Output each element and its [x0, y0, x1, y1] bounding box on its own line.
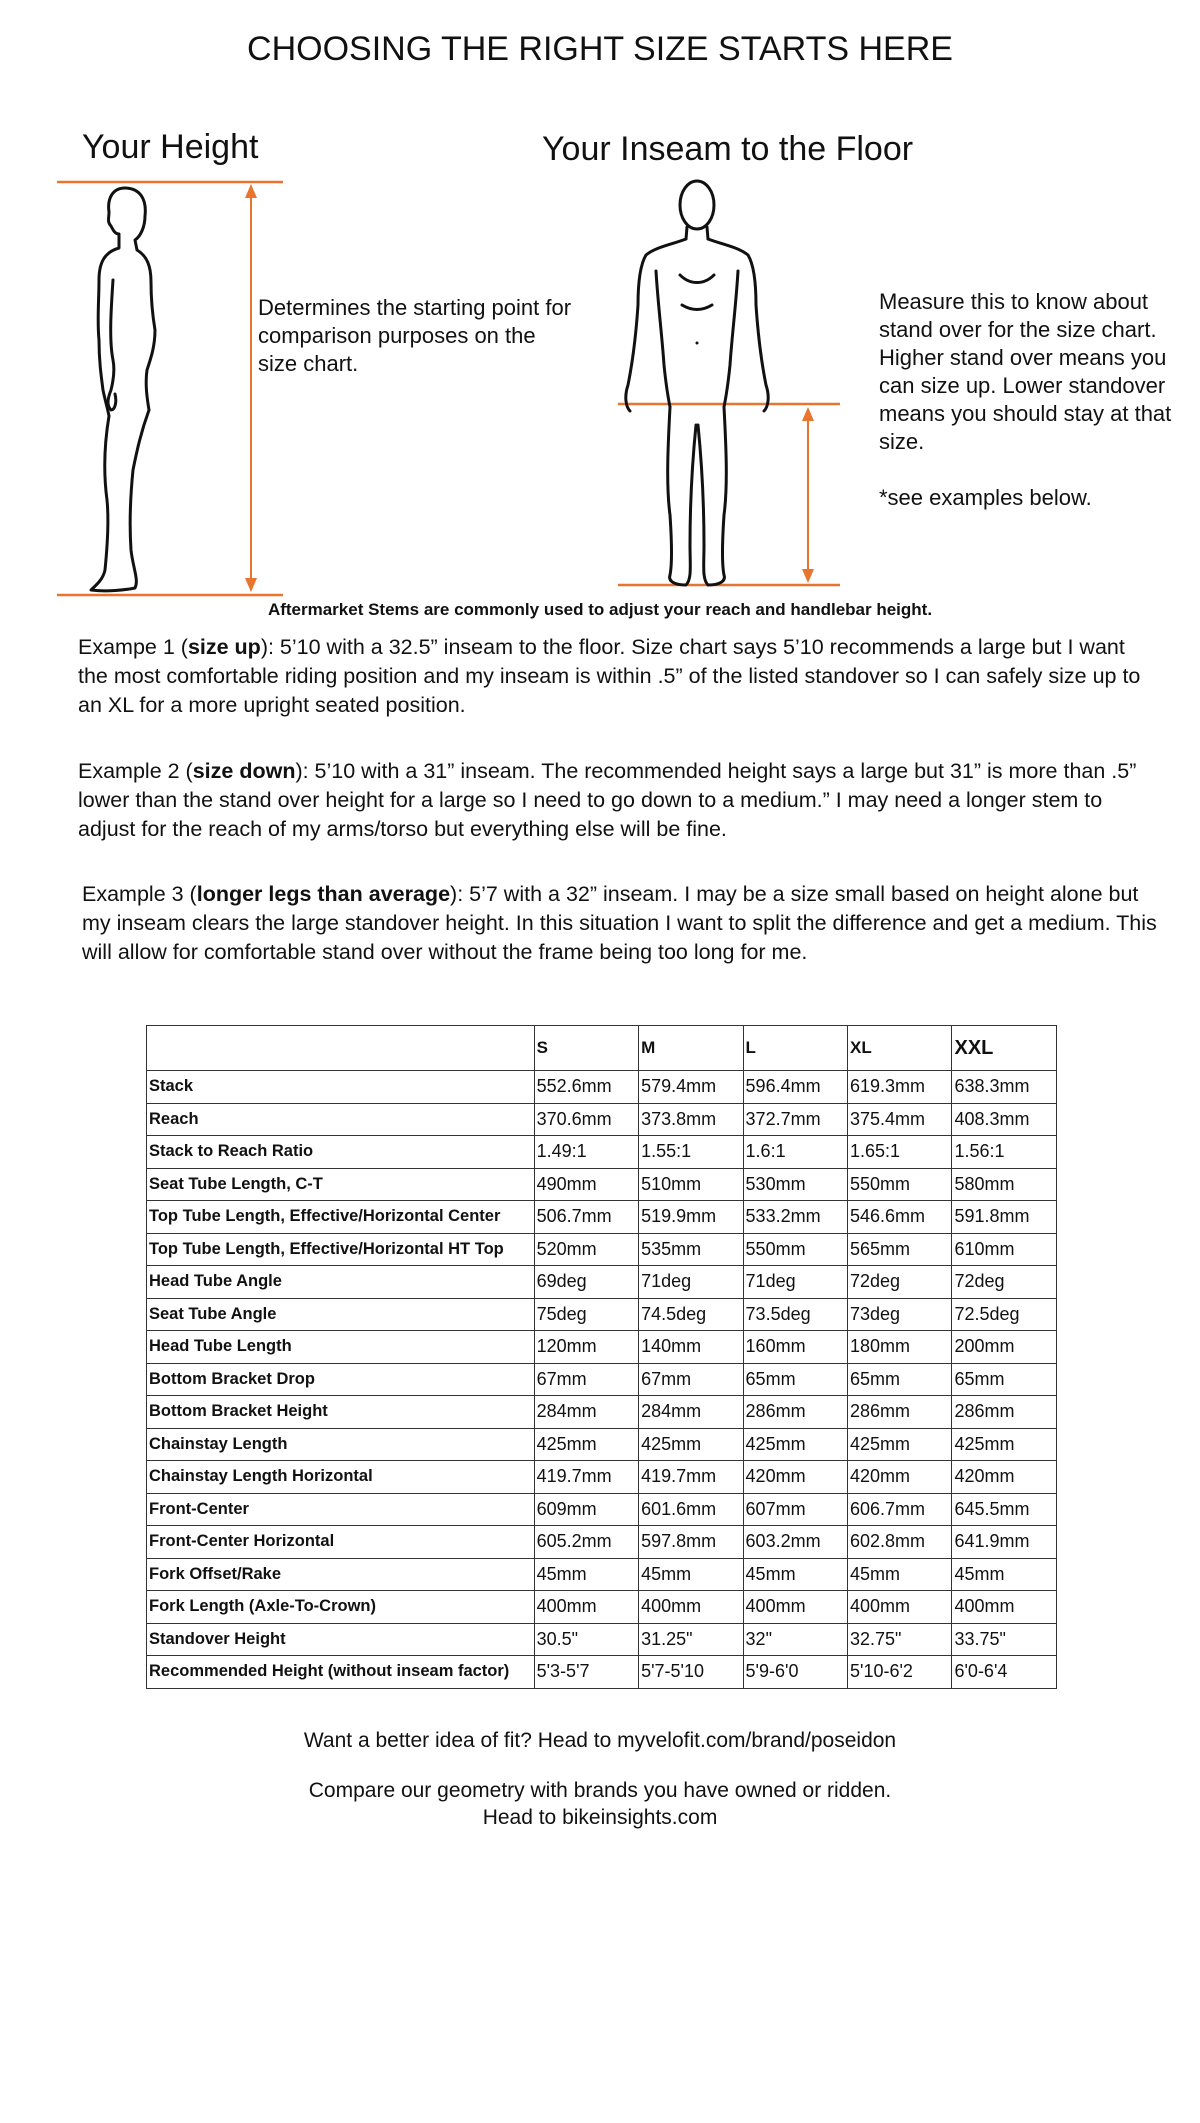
- table-row: [147, 1136, 1057, 1169]
- table-cell: 579.4mm: [639, 1071, 743, 1104]
- table-cell: 1.55:1: [639, 1136, 743, 1169]
- table-cell: 606.7mm: [848, 1493, 952, 1526]
- table-cell: 419.7mm: [534, 1461, 638, 1494]
- height-diagram: [55, 170, 295, 605]
- table-cell: 420mm: [848, 1461, 952, 1494]
- page-title: CHOOSING THE RIGHT SIZE STARTS HERE: [247, 30, 953, 68]
- row-label: Chainstay Length Horizontal: [147, 1461, 535, 1494]
- table-cell: 74.5deg: [639, 1298, 743, 1331]
- table-cell: 425mm: [952, 1428, 1057, 1461]
- table-cell: 530mm: [743, 1168, 847, 1201]
- table-cell: 75deg: [534, 1298, 638, 1331]
- table-cell: 65mm: [848, 1363, 952, 1396]
- row-label: Stack: [147, 1071, 535, 1104]
- table-cell: 5'10-6'2: [848, 1656, 952, 1689]
- table-cell: 5'7-5'10: [639, 1656, 743, 1689]
- table-row: [147, 1363, 1057, 1396]
- header-size-s: S: [534, 1026, 638, 1071]
- table-cell: 638.3mm: [952, 1071, 1057, 1104]
- header-blank: [147, 1026, 535, 1071]
- table-cell: 601.6mm: [639, 1493, 743, 1526]
- row-label: Reach: [147, 1103, 535, 1136]
- example-2: [78, 757, 1158, 844]
- table-cell: 1.6:1: [743, 1136, 847, 1169]
- row-label: Head Tube Angle: [147, 1266, 535, 1299]
- example-3-bold: longer legs than average: [196, 882, 451, 906]
- table-cell: 160mm: [743, 1331, 847, 1364]
- table-cell: 72deg: [952, 1266, 1057, 1299]
- row-label: Recommended Height (without inseam factor): [147, 1656, 535, 1689]
- table-row: [147, 1331, 1057, 1364]
- table-cell: 425mm: [534, 1428, 638, 1461]
- example-2-prefix: Example 2 (: [78, 759, 193, 783]
- table-cell: 370.6mm: [534, 1103, 638, 1136]
- table-row: [147, 1428, 1057, 1461]
- table-cell: 400mm: [639, 1591, 743, 1624]
- example-1-bold: size up: [187, 635, 261, 659]
- example-1-text: ): 5’10 with a 32.5” inseam to the floor. Size chart says 5’10 recommends a large but I want the most comfortable riding position and my inseam is within .5” of the listed standover so I can safely size up to an XL for a more upright seated position.: [78, 635, 1141, 717]
- inseam-description-block: [879, 288, 1199, 512]
- table-row: [147, 1201, 1057, 1234]
- table-cell: 32.75": [848, 1623, 952, 1656]
- table-cell: 400mm: [952, 1591, 1057, 1624]
- table-cell: 1.65:1: [848, 1136, 952, 1169]
- table-cell: 65mm: [952, 1363, 1057, 1396]
- table-cell: 71deg: [639, 1266, 743, 1299]
- table-cell: 519.9mm: [639, 1201, 743, 1234]
- header-size-l: L: [743, 1026, 847, 1071]
- table-row: [147, 1623, 1057, 1656]
- table-cell: 45mm: [848, 1558, 952, 1591]
- table-cell: 5'9-6'0: [743, 1656, 847, 1689]
- table-cell: 420mm: [952, 1461, 1057, 1494]
- example-1-prefix: Exampe 1 (: [78, 635, 188, 659]
- row-label: Bottom Bracket Height: [147, 1396, 535, 1429]
- table-cell: 400mm: [534, 1591, 638, 1624]
- table-row: [147, 1103, 1057, 1136]
- table-cell: 591.8mm: [952, 1201, 1057, 1234]
- bikeinsights-line: Head to bikeinsights.com: [482, 1806, 718, 1829]
- table-cell: 180mm: [848, 1331, 952, 1364]
- table-cell: 596.4mm: [743, 1071, 847, 1104]
- table-cell: 120mm: [534, 1331, 638, 1364]
- row-label: Head Tube Length: [147, 1331, 535, 1364]
- table-cell: 1.56:1: [952, 1136, 1057, 1169]
- table-cell: 45mm: [952, 1558, 1057, 1591]
- table-row: [147, 1461, 1057, 1494]
- table-cell: 65mm: [743, 1363, 847, 1396]
- table-cell: 645.5mm: [952, 1493, 1057, 1526]
- row-label: Seat Tube Angle: [147, 1298, 535, 1331]
- header-size-m: M: [639, 1026, 743, 1071]
- table-cell: 425mm: [848, 1428, 952, 1461]
- table-cell: 580mm: [952, 1168, 1057, 1201]
- inseam-note: *see examples below.: [879, 485, 1092, 510]
- height-description: Determines the starting point for comparison purposes on the size chart.: [258, 295, 572, 376]
- example-1: [78, 633, 1158, 720]
- geometry-table: [146, 1025, 1057, 1689]
- row-label: Top Tube Length, Effective/Horizontal Center: [147, 1201, 535, 1234]
- table-cell: 552.6mm: [534, 1071, 638, 1104]
- compare-line: Compare our geometry with brands you have owned or ridden.: [308, 1779, 892, 1802]
- row-label: Bottom Bracket Drop: [147, 1363, 535, 1396]
- table-cell: 200mm: [952, 1331, 1057, 1364]
- table-cell: 602.8mm: [848, 1526, 952, 1559]
- table-cell: 6'0-6'4: [952, 1656, 1057, 1689]
- table-cell: 286mm: [743, 1396, 847, 1429]
- table-cell: 32": [743, 1623, 847, 1656]
- table-body: [147, 1071, 1057, 1689]
- table-cell: 565mm: [848, 1233, 952, 1266]
- table-cell: 67mm: [534, 1363, 638, 1396]
- velofit-line: Want a better idea of fit? Head to myvelofit.com/brand/poseidon: [303, 1729, 897, 1752]
- table-cell: 400mm: [743, 1591, 847, 1624]
- table-cell: 420mm: [743, 1461, 847, 1494]
- table-cell: 597.8mm: [639, 1526, 743, 1559]
- header-size-xl: XL: [848, 1026, 952, 1071]
- table-cell: 284mm: [639, 1396, 743, 1429]
- row-label: Standover Height: [147, 1623, 535, 1656]
- table-cell: 375.4mm: [848, 1103, 952, 1136]
- table-cell: 284mm: [534, 1396, 638, 1429]
- table-row: [147, 1558, 1057, 1591]
- table-cell: 550mm: [743, 1233, 847, 1266]
- table-cell: 72.5deg: [952, 1298, 1057, 1331]
- table-cell: 45mm: [639, 1558, 743, 1591]
- row-label: Fork Length (Axle-To-Crown): [147, 1591, 535, 1624]
- table-row: [147, 1396, 1057, 1429]
- table-row: [147, 1591, 1057, 1624]
- row-label: Seat Tube Length, C-T: [147, 1168, 535, 1201]
- table-cell: 619.3mm: [848, 1071, 952, 1104]
- table-cell: 73deg: [848, 1298, 952, 1331]
- example-3-text: ): 5’7 with a 32” inseam. I may be a size small based on height alone but my inseam clears the large standover height. In this situation I want to split the difference and get a medium. This will allow for comfortable stand over without the frame being too long for me.: [82, 882, 1157, 964]
- inseam-diagram: [600, 175, 850, 595]
- example-3: [82, 880, 1162, 967]
- table-cell: 408.3mm: [952, 1103, 1057, 1136]
- row-label: Front-Center: [147, 1493, 535, 1526]
- table-cell: 286mm: [952, 1396, 1057, 1429]
- table-row: [147, 1526, 1057, 1559]
- example-3-prefix: Example 3 (: [82, 882, 197, 906]
- row-label: Stack to Reach Ratio: [147, 1136, 535, 1169]
- table-row: [147, 1168, 1057, 1201]
- inseam-description: Measure this to know about stand over for the size chart. Higher stand over means you can size up. Lower standover means you should stay at that size.: [879, 289, 1172, 454]
- table-cell: 533.2mm: [743, 1201, 847, 1234]
- table-cell: 506.7mm: [534, 1201, 638, 1234]
- row-label: Chainstay Length: [147, 1428, 535, 1461]
- table-row: [147, 1298, 1057, 1331]
- table-cell: 425mm: [743, 1428, 847, 1461]
- inseam-heading: Your Inseam to the Floor: [542, 130, 914, 168]
- table-cell: 5'3-5'7: [534, 1656, 638, 1689]
- table-cell: 419.7mm: [639, 1461, 743, 1494]
- table-cell: 69deg: [534, 1266, 638, 1299]
- header-size-xxl: XXL: [952, 1026, 1057, 1071]
- table-cell: 641.9mm: [952, 1526, 1057, 1559]
- inseam-arrow-icon: [802, 407, 814, 583]
- table-cell: 45mm: [743, 1558, 847, 1591]
- row-label: Top Tube Length, Effective/Horizontal HT Top: [147, 1233, 535, 1266]
- table-row: [147, 1656, 1057, 1689]
- table-cell: 550mm: [848, 1168, 952, 1201]
- table-cell: 400mm: [848, 1591, 952, 1624]
- table-cell: 607mm: [743, 1493, 847, 1526]
- table-cell: 33.75": [952, 1623, 1057, 1656]
- table-cell: 609mm: [534, 1493, 638, 1526]
- example-2-text: ): 5’10 with a 31” inseam. The recommended height says a large but 31” is more than .5” lower than the stand over height for a large so I need to go down to a medium.” I may need a longer stem to adjust for the reach of my arms/torso but everything else will be fine.: [78, 759, 1137, 841]
- side-profile-figure-icon: [55, 170, 295, 605]
- table-cell: 373.8mm: [639, 1103, 743, 1136]
- table-cell: 535mm: [639, 1233, 743, 1266]
- table-cell: 605.2mm: [534, 1526, 638, 1559]
- table-header-row: [147, 1026, 1057, 1071]
- table-cell: 67mm: [639, 1363, 743, 1396]
- table-cell: 71deg: [743, 1266, 847, 1299]
- height-heading: Your Height: [82, 128, 259, 166]
- table-cell: 610mm: [952, 1233, 1057, 1266]
- bikeinsights-block: [0, 1777, 1200, 1831]
- table-cell: 45mm: [534, 1558, 638, 1591]
- table-cell: 286mm: [848, 1396, 952, 1429]
- table-row: [147, 1233, 1057, 1266]
- table-row: [147, 1266, 1057, 1299]
- row-label: Fork Offset/Rake: [147, 1558, 535, 1591]
- table-row: [147, 1493, 1057, 1526]
- height-arrow-icon: [245, 184, 257, 592]
- table-cell: 1.49:1: [534, 1136, 638, 1169]
- table-cell: 372.7mm: [743, 1103, 847, 1136]
- row-label: Front-Center Horizontal: [147, 1526, 535, 1559]
- table-row: [147, 1071, 1057, 1104]
- table-cell: 546.6mm: [848, 1201, 952, 1234]
- stems-note: Aftermarket Stems are commonly used to adjust your reach and handlebar height.: [267, 600, 933, 619]
- table-cell: 31.25": [639, 1623, 743, 1656]
- table-cell: 73.5deg: [743, 1298, 847, 1331]
- table-cell: 140mm: [639, 1331, 743, 1364]
- table-cell: 603.2mm: [743, 1526, 847, 1559]
- front-figure-icon: [600, 175, 850, 595]
- table-cell: 72deg: [848, 1266, 952, 1299]
- table-cell: 520mm: [534, 1233, 638, 1266]
- table-cell: 425mm: [639, 1428, 743, 1461]
- example-2-bold: size down: [192, 759, 296, 783]
- table-cell: 490mm: [534, 1168, 638, 1201]
- table-cell: 30.5": [534, 1623, 638, 1656]
- table-cell: 510mm: [639, 1168, 743, 1201]
